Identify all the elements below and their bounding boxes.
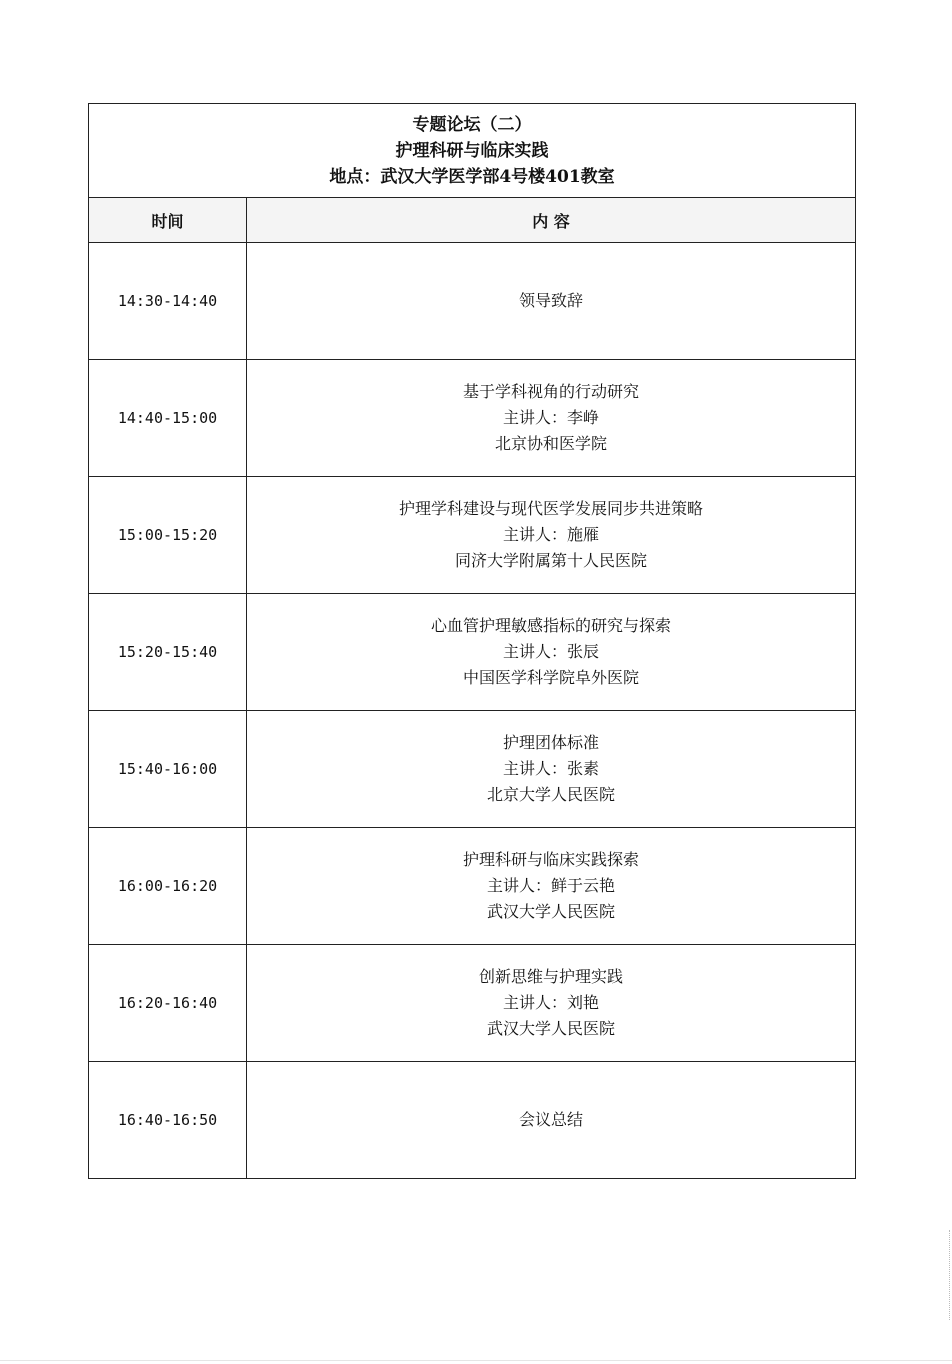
time-cell: 16:00-16:20 (89, 828, 247, 945)
table-row (89, 945, 856, 1062)
content-cell (247, 360, 856, 477)
table-row (89, 594, 856, 711)
time-cell: 16:20-16:40 (89, 945, 247, 1062)
session-organization: 武汉大学人民医院 (486, 902, 615, 921)
table-row (89, 1062, 856, 1179)
column-header-time: 时间 (89, 198, 247, 243)
content-cell (247, 828, 856, 945)
time-cell: 15:20-15:40 (89, 594, 247, 711)
scan-bottom-edge (0, 1360, 952, 1361)
session-organization: 北京协和医学院 (494, 434, 607, 453)
session-speaker: 主讲人：张辰 (502, 642, 599, 661)
session-topic: 心血管护理敏感指标的研究与探索 (430, 616, 671, 635)
content-cell (247, 711, 856, 828)
table-row (89, 711, 856, 828)
column-header-row (89, 198, 856, 243)
table-row (89, 360, 856, 477)
session-speaker: 主讲人：鲜于云艳 (486, 876, 615, 895)
session-topic: 基于学科视角的行动研究 (462, 382, 639, 401)
forum-title: 专题论坛（二） (412, 114, 532, 135)
session-topic: 护理科研与临床实践探索 (462, 850, 639, 869)
content-cell (247, 477, 856, 594)
table-row (89, 243, 856, 360)
session-topic: 护理团体标准 (502, 733, 599, 752)
time-cell: 16:40-16:50 (89, 1062, 247, 1179)
session-organization: 中国医学科学院阜外医院 (462, 668, 639, 687)
time-cell: 14:30-14:40 (89, 243, 247, 360)
session-topic: 创新思维与护理实践 (478, 967, 623, 986)
forum-header (89, 104, 856, 198)
session-speaker: 主讲人：张素 (502, 759, 599, 778)
schedule-rows (89, 243, 856, 1179)
session-organization: 同济大学附属第十人民医院 (454, 551, 647, 570)
session-organization: 北京大学人民医院 (486, 785, 615, 804)
table-row (89, 828, 856, 945)
scan-edge-marks (945, 1230, 950, 1320)
session-organization: 武汉大学人民医院 (486, 1019, 615, 1038)
content-cell (247, 1062, 856, 1179)
session-speaker: 主讲人：刘艳 (502, 993, 599, 1012)
time-cell: 15:00-15:20 (89, 477, 247, 594)
content-cell (247, 945, 856, 1062)
table-row (89, 477, 856, 594)
session-speaker: 主讲人：施雁 (502, 525, 599, 544)
time-cell: 15:40-16:00 (89, 711, 247, 828)
content-cell (247, 594, 856, 711)
forum-subtitle: 护理科研与临床实践 (395, 140, 549, 161)
session-topic: 护理学科建设与现代医学发展同步共进策略 (398, 499, 703, 518)
column-header-content: 内 容 (247, 198, 856, 243)
content-cell (247, 243, 856, 360)
session-topic: 会议总结 (518, 1110, 583, 1129)
session-speaker: 主讲人：李峥 (502, 408, 599, 427)
forum-location: 地点：武汉大学医学部4号楼401教室 (329, 166, 615, 187)
schedule-table (88, 103, 856, 1179)
time-cell: 14:40-15:00 (89, 360, 247, 477)
session-topic: 领导致辞 (518, 291, 583, 310)
forum-header-row (89, 104, 856, 198)
